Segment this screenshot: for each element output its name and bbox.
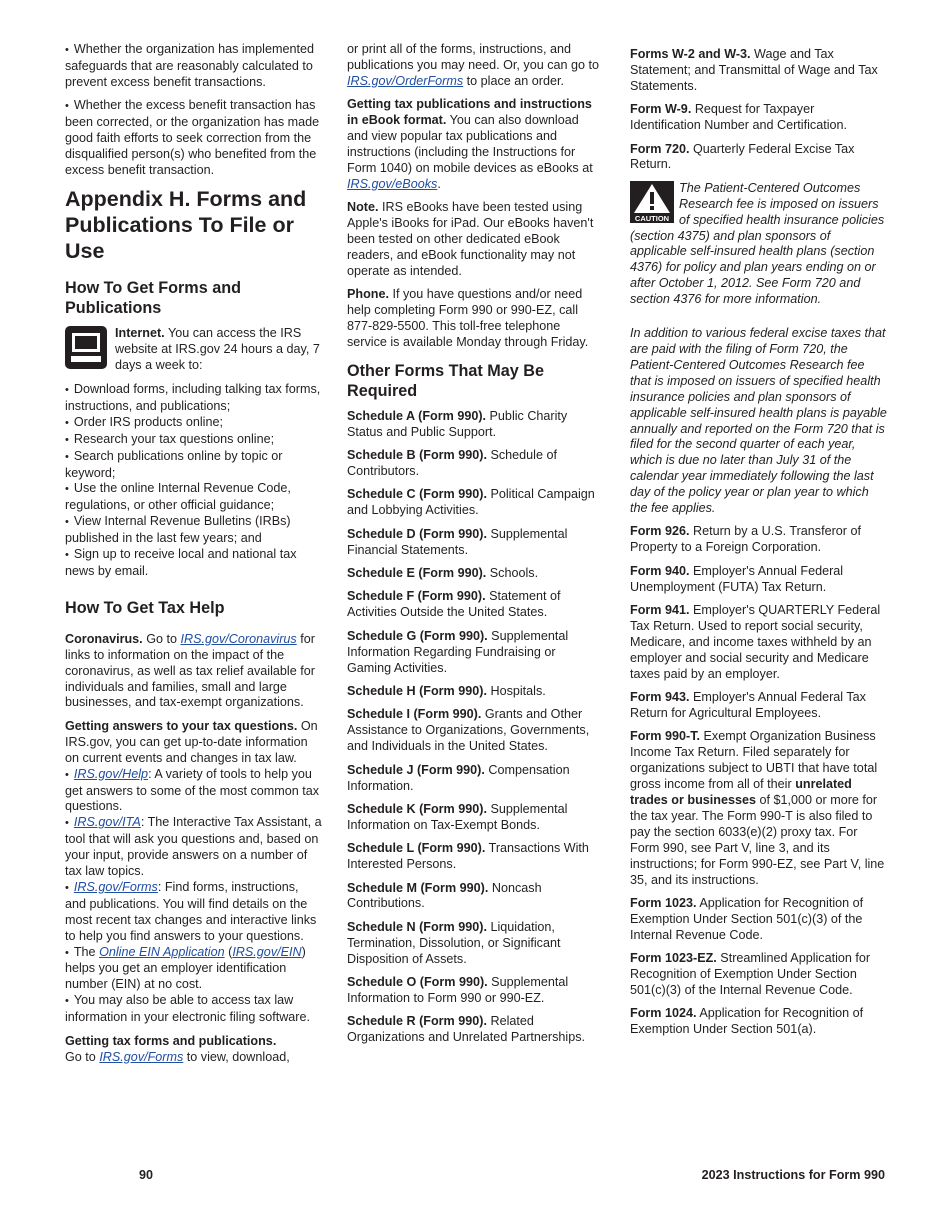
list-item: Schedule G (Form 990). Supplemental Information Regarding Fundraising or Gaming Activities.: [347, 628, 569, 675]
schedules-list: [347, 409, 603, 1046]
list-item: • IRS.gov/Forms: Find forms, instructions, and publications. You will find details on the most recent tax changes and interactive links to help you find answers to your questions.: [65, 879, 317, 943]
help-link[interactable]: IRS.gov/Help: [73, 766, 149, 781]
list-item: Schedule J (Form 990). Compensation Information.: [347, 762, 570, 793]
list-item: • Order IRS products online;: [65, 414, 223, 429]
order-forms-link[interactable]: IRS.gov/OrderForms: [347, 73, 464, 88]
list-item: • Use the online Internal Revenue Code, regulations, or other official guidance;: [65, 481, 291, 513]
ein-application-link[interactable]: Online EIN Application: [99, 944, 225, 959]
get-forms-paragraph: Getting tax forms and publications. Go to IRS.gov/Forms to view, download,: [65, 1033, 290, 1064]
caution-icon: [630, 181, 674, 223]
list-item: Form 943. Employer's Annual Federal Tax Return for Agricultural Employees.: [630, 690, 866, 721]
ebooks-link[interactable]: IRS.gov/eBooks: [347, 176, 438, 191]
list-item: Schedule R (Form 990). Related Organizations and Unrelated Partnerships.: [347, 1014, 586, 1045]
internet-block: Internet. You can access the IRS website at IRS.gov 24 hours a day, 7 days a week to:: [65, 326, 323, 374]
list-item: Schedule K (Form 990). Supplemental Information on Tax-Exempt Bonds.: [347, 801, 568, 832]
list-item: • Research your tax questions online;: [65, 431, 275, 446]
section-heading-tax-help: How To Get Tax Help: [65, 598, 225, 617]
list-item: Form 926. Return by a U.S. Transferor of Property to a Foreign Corporation.: [630, 524, 861, 555]
column-1: [65, 42, 323, 1073]
list-item: • Search publications online by topic or keyword;: [65, 448, 283, 480]
forms-link[interactable]: IRS.gov/Forms: [73, 879, 158, 894]
note-paragraph: Note. IRS eBooks have been tested using Apple's iBooks for iPad. Our eBooks haven't been tested on other dedicated eBook readers, and eBook functionality may not operate as intended.: [347, 200, 594, 278]
column-2: [347, 42, 603, 1054]
form-990t-paragraph: Form 990-T. Exempt Organization Business Income Tax Return. Filed separately for organizations subject to UBTI that have total gross income from all of their unrelated trades or businesses of $1,000 or more for the tax year. The Form 990-T is also filed to pay the section 6033(e)(2) proxy tax. For Form 990, see Part V, line 3, and its instructions; for Form 990-EZ, see Part V, line 35, and its instructions.: [630, 729, 885, 887]
list-item: Schedule D (Form 990). Supplemental Financial Statements.: [347, 526, 568, 557]
column-3: [630, 47, 888, 1046]
caution-label: CAUTION: [634, 213, 670, 223]
coronavirus-paragraph: Coronavirus. Go to IRS.gov/Coronavirus for links to information on the impact of the coronavirus, as well as tax relief available for individuals and families, small and large businesses, and tax-exempt organizations.: [65, 631, 315, 710]
list-item: • Download forms, including talking tax forms, instructions, and publications;: [65, 381, 321, 413]
list-item: Schedule N (Form 990). Liquidation, Termination, Dissolution, or Significant Disposition of Assets.: [347, 919, 561, 966]
list-item: Form W-9. Request for Taxpayer Identification Number and Certification.: [630, 102, 848, 133]
list-item: Form 1024. Application for Recognition of Exemption Under Section 501(a).: [630, 1006, 864, 1037]
list-item: Form 941. Employer's QUARTERLY Federal Tax Return. Used to report social security, Medicare, and income taxes withheld by an employer and social security and Medicare taxes paid by an employer.: [630, 603, 881, 681]
computer-icon: [65, 326, 107, 369]
list-item: Form 1023-EZ. Streamlined Application for Recognition of Exemption Under Section 501(c)(3) of the Internal Revenue Code.: [630, 951, 871, 998]
list-item: Schedule A (Form 990). Public Charity Status and Public Support.: [347, 408, 568, 439]
ebook-paragraph: Getting tax publications and instructions in eBook format. You can also download and view popular tax publications and instructions (including the Instructions for Form 1040) on mobile devices as eBooks at IRS.gov/eBooks.: [347, 97, 593, 191]
answers-block: Getting answers to your tax questions. On IRS.gov, you can get up-to-date information on current events and changes in tax law. • IRS.gov/Help: A variety of tools to help you get answers to some of the most common tax questions. • IRS.gov/ITA: The Interactive Tax Assistant, a tool that will ask you questions and, based on your input, provide answers on a number of tax law topics. • IRS.gov/Forms: Find forms, instructions, and publications. You will find details on the most recent tax changes and interactive links to help you find answers to your questions. • The Online EIN Application (IRS.gov/EIN) helps you get an employer identification number (EIN) at no cost. • You may also be able to access tax law information in your electronic filing software.: [65, 718, 322, 1025]
list-item: Schedule C (Form 990). Political Campaign and Lobbying Activities.: [347, 487, 595, 518]
list-item: Schedule F (Form 990). Statement of Activities Outside the United States.: [347, 589, 561, 620]
list-item: • Whether the organization has implemented safeguards that are reasonably calculated to prevent excess benefit transactions.: [65, 42, 314, 89]
list-item: • Whether the excess benefit transaction has been corrected, or the organization has made good faith efforts to seek correction from the disqualified person(s) who benefited from the excess benefit transaction.: [65, 98, 320, 177]
appendix-title: Appendix H. Forms and Publications To File or Use: [65, 187, 307, 264]
internet-bullet-list: [65, 382, 323, 580]
list-item: Schedule O (Form 990). Supplemental Information to Form 990 or 990-EZ.: [347, 975, 569, 1005]
list-item: • You may also be able to access tax law information in your electronic filing software.: [65, 993, 310, 1025]
list-item: Schedule E (Form 990). Schools.: [347, 566, 539, 581]
get-forms-link[interactable]: IRS.gov/Forms: [99, 1049, 184, 1064]
section-heading-get-forms: How To Get Forms and Publications: [65, 279, 241, 318]
caution-paragraph: In addition to various federal excise taxes that are paid with the filing of Form 720, the Patient-Centered Outcomes Research fee that is imposed on issuers of specified health insurance policies and plan sponsors of applicable self-insured health plans is payable annually and reported on the Form 720 that is filed for the second quarter of each year, which is due no later than July 31 of the calendar year immediately following the last day of the policy year or plan year to which the fee applies.: [630, 326, 887, 516]
list-item: Form 1023. Application for Recognition of Exemption Under Section 501(c)(3) of the Internal Revenue Code.: [630, 896, 864, 942]
section-heading-other-forms: Other Forms That May Be Required: [347, 361, 544, 400]
ita-link[interactable]: IRS.gov/ITA: [73, 815, 141, 830]
list-item: • The Online EIN Application (IRS.gov/EIN) helps you get an employer identification number (EIN) at no cost.: [65, 944, 306, 992]
list-item: • IRS.gov/Help: A variety of tools to help you get answers to some of the most common tax questions.: [65, 766, 320, 814]
list-item: Form 940. Employer's Annual Federal Unemployment (FUTA) Tax Return.: [630, 563, 844, 594]
list-item: Schedule M (Form 990). Noncash Contributions.: [347, 880, 542, 911]
list-item: Schedule H (Form 990). Hospitals.: [347, 684, 546, 698]
list-item: Schedule I (Form 990). Grants and Other Assistance to Organizations, Governments, and Individuals in the United States.: [347, 707, 590, 754]
list-item: Schedule B (Form 990). Schedule of Contributors.: [347, 448, 557, 479]
page-number: 90: [139, 1168, 154, 1182]
list-item: • View Internal Revenue Bulletins (IRBs) published in the last few years; and: [65, 514, 291, 546]
list-item: • Sign up to receive local and national tax news by email.: [65, 547, 297, 578]
coronavirus-link[interactable]: IRS.gov/Coronavirus: [180, 631, 297, 646]
ein-link[interactable]: IRS.gov/EIN: [232, 944, 302, 959]
list-item: Forms W-2 and W-3. Wage and Tax Statement; and Transmittal of Wage and Tax Statements.: [630, 47, 878, 93]
caution-note: CAUTION The Patient-Centered Outcomes Research fee is imposed on issuers of specified health insurance policies (section 4375) and plan sponsors of applicable self-insured health plans (section 4376) for policy and plan years ending on or after October 1, 2012. See Form 720 and section 4376 for more information.: [630, 180, 885, 307]
order-forms-paragraph: or print all of the forms, instructions, and publications you may need. Or, you can go to IRS.gov/OrderForms to place an order.: [347, 42, 600, 88]
list-item: Form 720. Quarterly Federal Excise Tax Return.: [630, 141, 855, 172]
phone-paragraph: Phone. If you have questions and/or need help completing Form 990 or 990-EZ, call 877-829-5500. This toll-free telephone service is available Monday through Friday.: [347, 287, 589, 349]
list-item: Schedule L (Form 990). Transactions With Interested Persons.: [347, 841, 589, 872]
document-title: 2023 Instructions for Form 990: [701, 1168, 885, 1182]
list-item: • IRS.gov/ITA: The Interactive Tax Assistant, a tool that will ask you questions and, based on your input, provide answers on a number of tax law topics.: [65, 815, 322, 879]
